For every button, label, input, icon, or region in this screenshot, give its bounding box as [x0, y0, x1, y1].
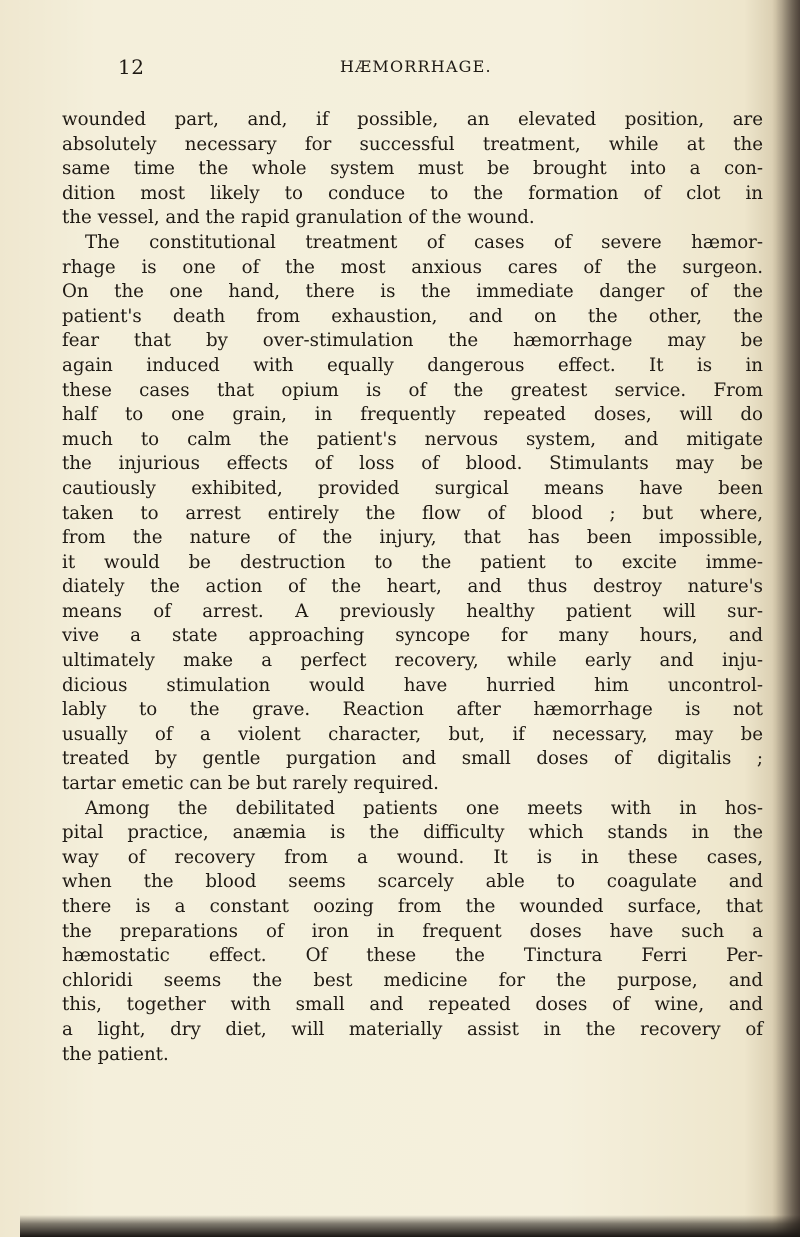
text-line: cautiously exhibited, provided surgical means have been: [62, 477, 763, 499]
text-line: means of arrest. A previously healthy patient will sur-: [62, 600, 763, 622]
running-head: HÆMORRHAGE.: [340, 57, 492, 76]
text-line: patient's death from exhaustion, and on the other, the: [62, 305, 763, 327]
paragraph-start-line: The constitutional treatment of cases of severe hæmor-: [85, 231, 763, 253]
text-line: same time the whole system must be brought into a con-: [62, 158, 763, 180]
text-line: usually of a violent character, but, if necessary, may be: [62, 723, 763, 745]
text-line: absolutely necessary for successful treatment, while at the: [62, 133, 763, 155]
text-line: lably to the grave. Reaction after hæmorrhage is not: [62, 699, 763, 721]
text-line: taken to arrest entirely the flow of blood ; but where,: [62, 502, 763, 524]
page-number: 12: [118, 55, 145, 79]
text-line: these cases that opium is of the greatest service. From: [62, 379, 763, 401]
text-line: from the nature of the injury, that has been impossible,: [62, 527, 763, 549]
text-line: diately the action of the heart, and thus destroy nature's: [62, 576, 763, 598]
text-line: chloridi seems the best medicine for the purpose, and: [62, 969, 763, 991]
text-line: hæmostatic effect. Of these the Tinctura Ferri Per-: [62, 945, 763, 967]
text-line: dicious stimulation would have hurried him uncontrol-: [62, 674, 763, 696]
text-line: a light, dry diet, will materially assist in the recovery of: [62, 1018, 763, 1040]
page-bottom-edge: [20, 1215, 800, 1237]
text-line: this, together with small and repeated doses of wine, and: [62, 994, 763, 1016]
text-line: much to calm the patient's nervous system, and mitigate: [62, 428, 763, 450]
text-line: dition most likely to conduce to the formation of clot in: [62, 182, 763, 204]
text-line: the preparations of iron in frequent doses have such a: [62, 920, 763, 942]
text-line: wounded part, and, if possible, an elevated position, are: [62, 109, 763, 130]
text-line: pital practice, anæmia is the difficulty which stands in the: [62, 822, 763, 844]
text-line: when the blood seems scarcely able to coagulate and: [62, 871, 763, 893]
text-line: the patient.: [62, 1043, 169, 1065]
text-line: the injurious effects of loss of blood. Stimulants may be: [62, 453, 763, 475]
text-line: treated by gentle purgation and small doses of digitalis ;: [62, 748, 763, 770]
page-gutter-shadow: [772, 0, 800, 1237]
text-line: there is a constant oozing from the wounded surface, that: [62, 896, 763, 917]
text-line: rhage is one of the most anxious cares of the surgeon.: [62, 256, 763, 278]
body-text: [62, 108, 763, 1067]
text-line: On the one hand, there is the immediate danger of the: [62, 281, 763, 303]
text-line: again induced with equally dangerous effect. It is in: [62, 354, 763, 376]
text-line: ultimately make a perfect recovery, while early and inju-: [62, 650, 763, 672]
text-line: vive a state approaching syncope for many hours, and: [62, 625, 763, 647]
text-line: half to one grain, in frequently repeated doses, will do: [62, 404, 763, 426]
text-line: way of recovery from a wound. It is in these cases,: [62, 846, 763, 868]
text-line: fear that by over-stimulation the hæmorrhage may be: [62, 330, 763, 352]
text-line: the vessel, and the rapid granulation of the wound.: [62, 207, 535, 229]
text-line: tartar emetic can be but rarely required.: [62, 773, 439, 795]
text-line: it would be destruction to the patient to excite imme-: [62, 551, 763, 573]
paragraph-start-line: Among the debilitated patients one meets with in hos-: [85, 797, 763, 819]
